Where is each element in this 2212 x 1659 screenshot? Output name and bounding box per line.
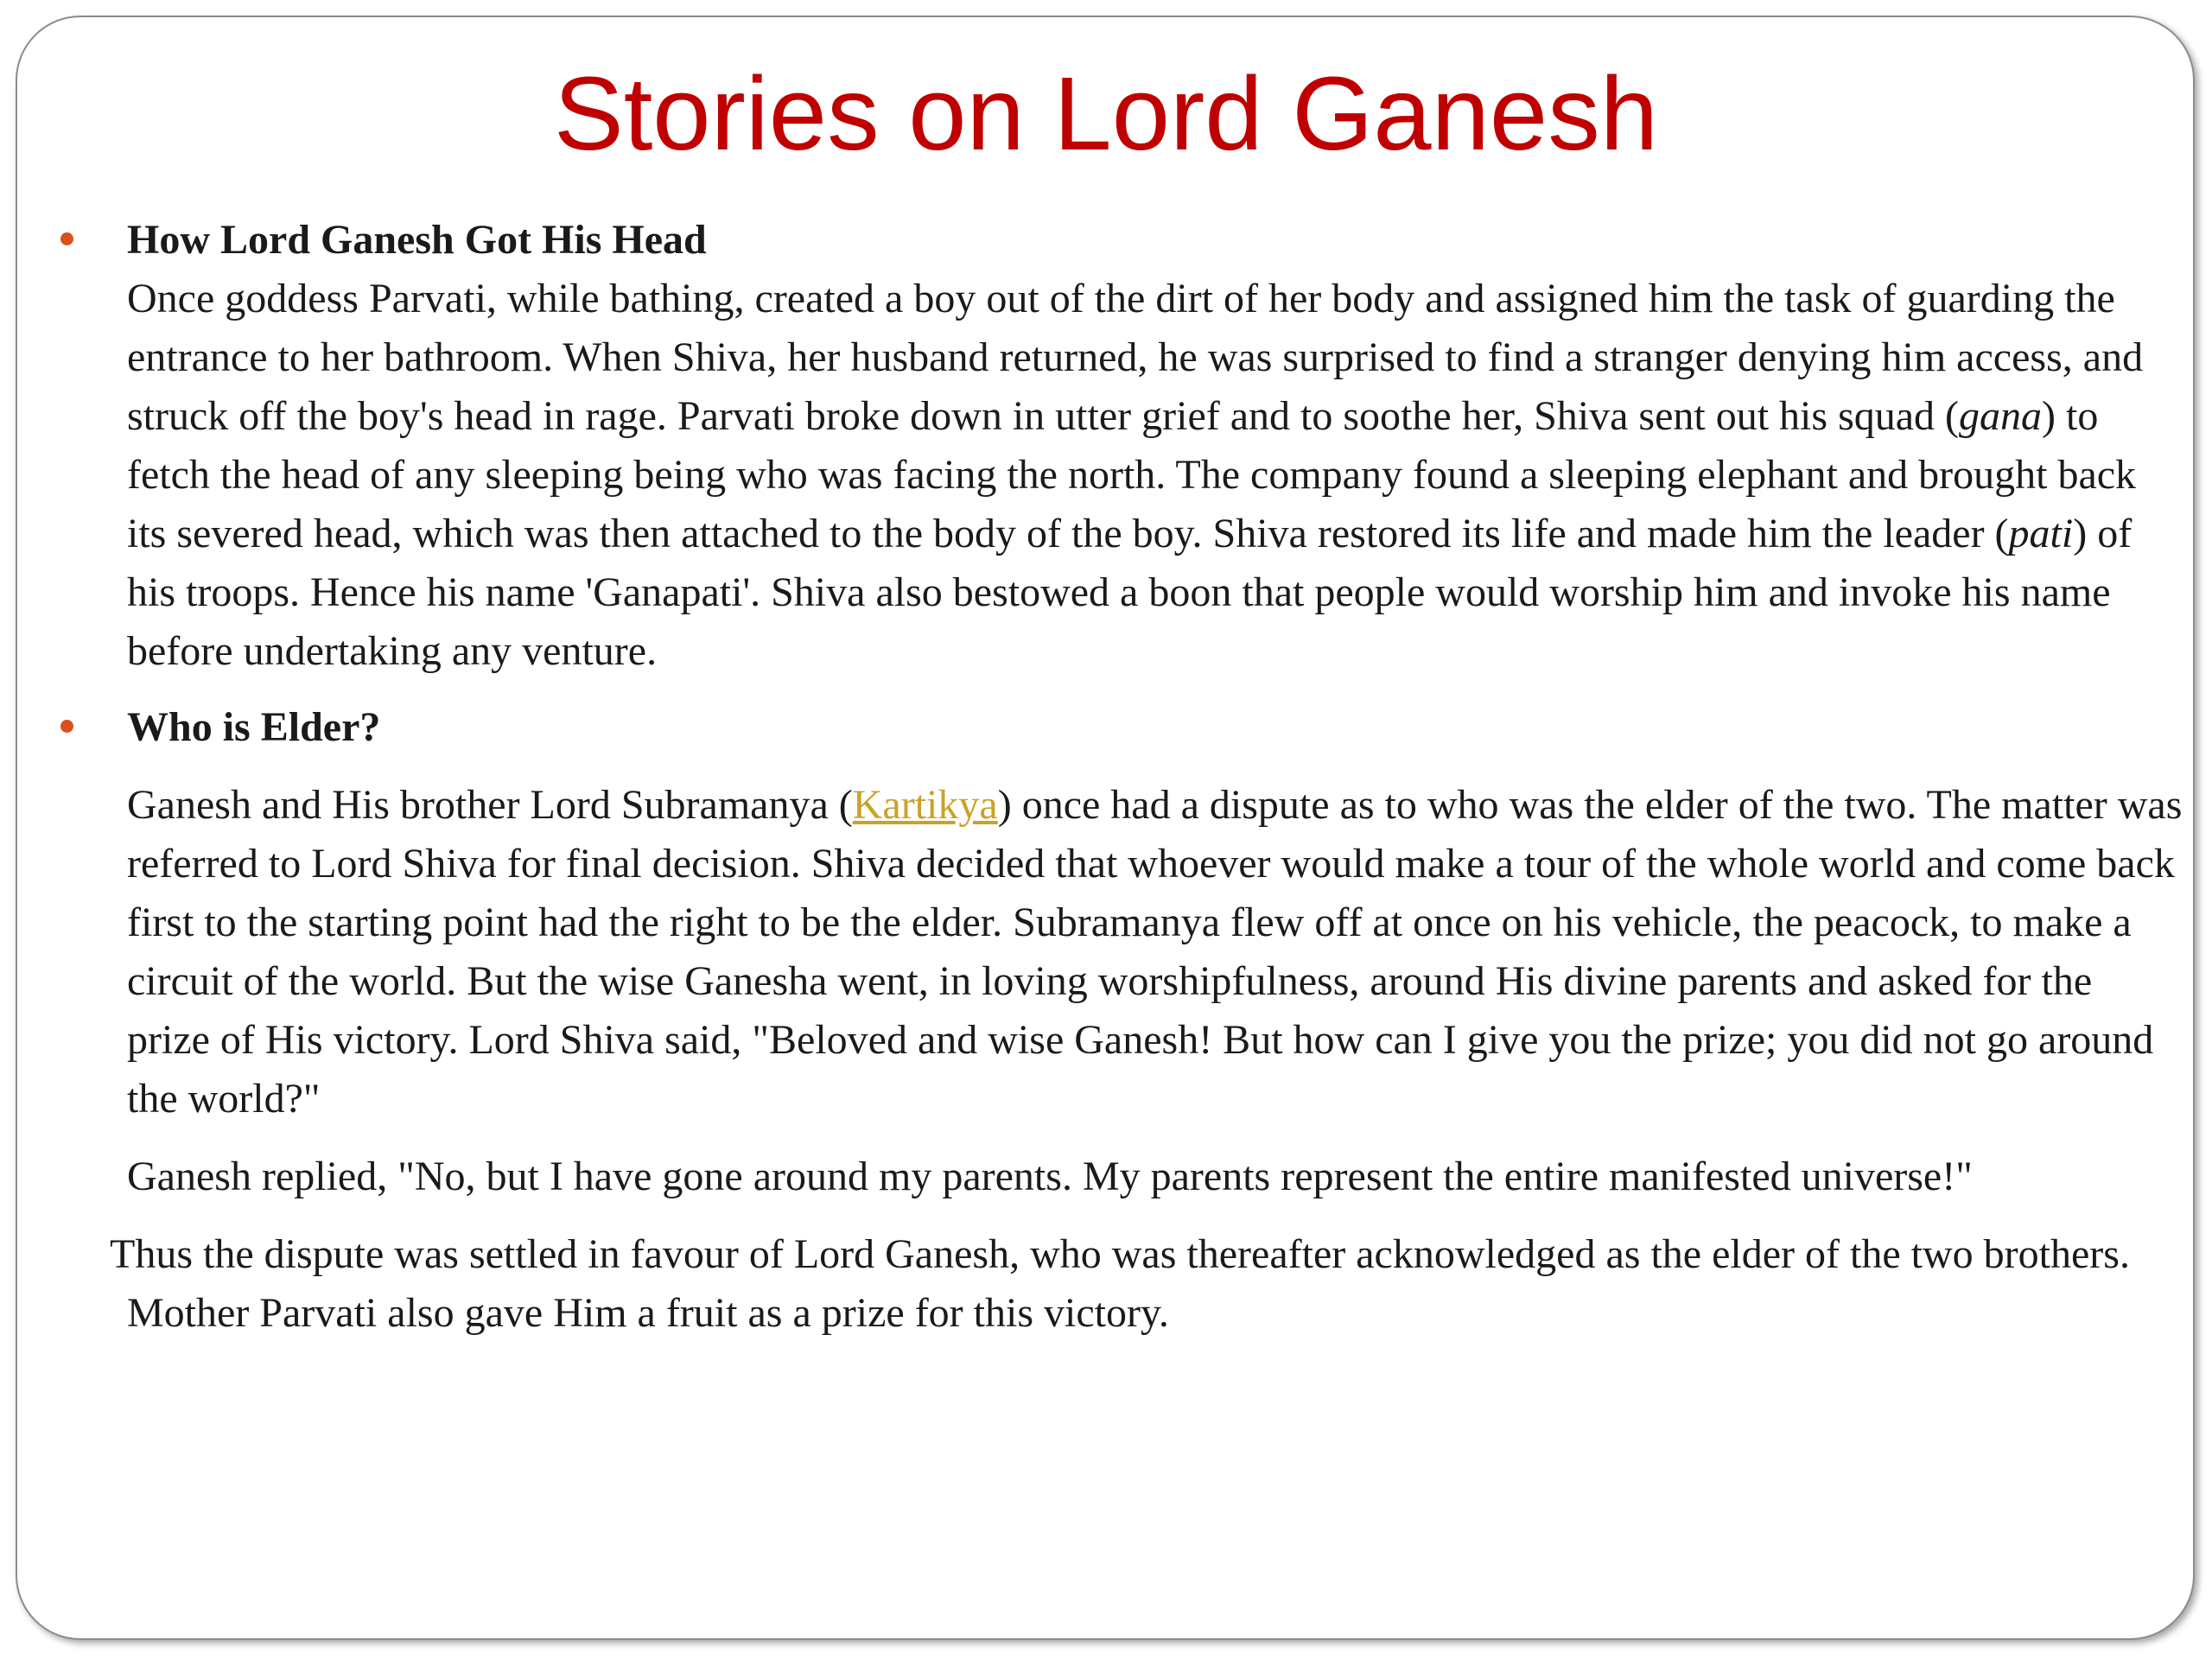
italic-term: pati [2008, 511, 2074, 556]
story-paragraph [0, 270, 2183, 681]
story-paragraph [0, 776, 2183, 1128]
page-title: Stories on Lord Ganesh [553, 54, 1658, 172]
slide-content [0, 211, 2212, 1343]
story-text: Ganesh and His brother Lord Subramanya ( [127, 782, 853, 828]
story-paragraph: Thus the dispute was settled in favour of Lord Ganesh, who was thereafter acknowledged as the elder of the two brothers. Mother Parvati also gave Him a fruit as a prize for this victory. [110, 1231, 2130, 1336]
kartikya-link[interactable]: Kartikya [852, 782, 998, 828]
story-text: ) once had a dispute as to who was the elder of the two. The matter was referred to Lord Shiva for final decision. Shiva decided that whoever would make a tour of the whole world and come back first to the starting point had the right to be the elder. Subramanya flew off at once on his vehicle, the peacock, to make a circuit of the world. But the wise Ganesha went, in loving worshipfulness, around His divine parents and asked for the prize of His victory. Lord Shiva said, "Beloved and wise Ganesh! But how can I give you the prize; you did not go around the world?" [127, 782, 2183, 1122]
story-text: ) to fetch the head of any sleeping being who was facing the north. The company found a sleeping elephant and brought back its severed head, which was then attached to the body of the boy. Shiva restored its life and made him the leader ( [127, 393, 2137, 556]
story-paragraph: Ganesh replied, "No, but I have gone around my parents. My parents represent the entire manifested universe!" [127, 1154, 1973, 1199]
italic-term: gana [1959, 393, 2043, 439]
section-heading-row [0, 211, 2183, 270]
bullet-icon [60, 720, 73, 733]
section-heading: Who is Elder? [127, 704, 381, 750]
story-text: ) of his troops. Hence his name 'Ganapati'. Shiva also bestowed a boon that people would worship him and invoke his name before undertaking any venture. [127, 511, 2133, 674]
section-heading-row [0, 698, 2183, 757]
section-heading: How Lord Ganesh Got His Head [127, 217, 707, 263]
story-text: Once goddess Parvati, while bathing, created a boy out of the dirt of her body and assigned him the task of guarding the entrance to her bathroom. When Shiva, her husband returned, he was surprised to find a stranger denying him access, and struck off the boy's head in rage. Parvati broke down in utter grief and to soothe her, Shiva sent out his squad ( [127, 276, 2144, 439]
bullet-icon [60, 232, 73, 245]
